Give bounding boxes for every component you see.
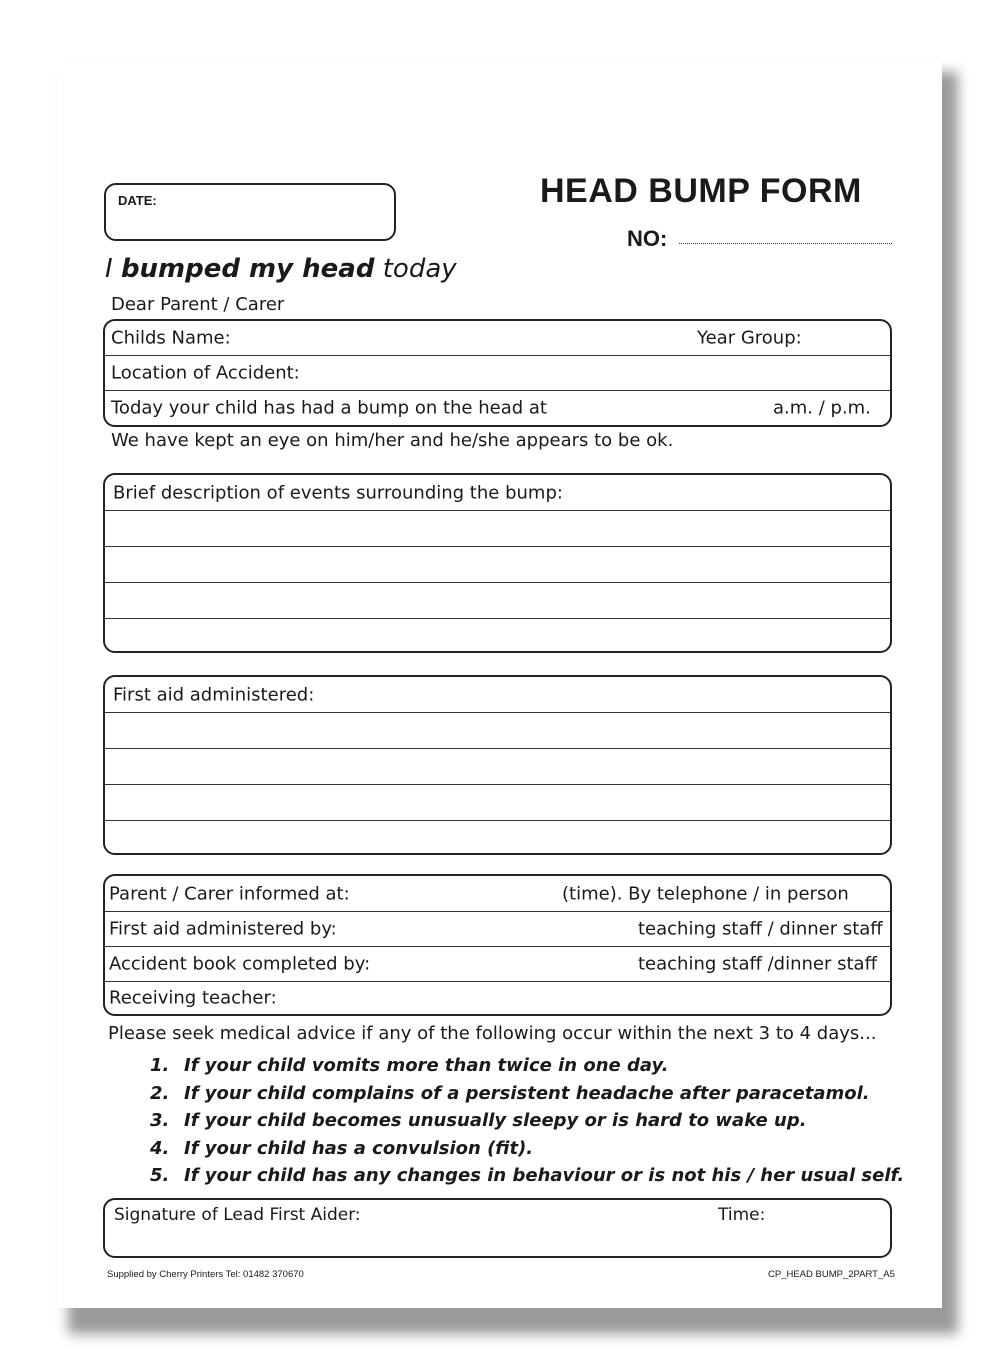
list-item-number: 3. xyxy=(150,1110,170,1131)
time-label: Time: xyxy=(718,1205,766,1225)
location-row[interactable] xyxy=(105,356,890,391)
description-label: Brief description of events surrounding the bump: xyxy=(113,482,563,503)
list-item-text: If your child vomits more than twice in one day. xyxy=(184,1055,669,1076)
year-group-label: Year Group: xyxy=(697,327,802,349)
first-aid-line[interactable] xyxy=(105,785,890,821)
list-item-text: If your child becomes unusually sleepy or is hard to wake up. xyxy=(184,1110,807,1131)
description-line[interactable] xyxy=(105,619,890,651)
footer-code: CP_HEAD BUMP_2PART_A5 xyxy=(768,1269,895,1280)
date-field[interactable] xyxy=(104,183,396,241)
bump-time-label: Today your child has had a bump on the head at xyxy=(111,397,547,419)
tagline-bold: bumped my head xyxy=(120,254,375,284)
first-aid-line[interactable] xyxy=(105,821,890,853)
list-item-number: 2. xyxy=(150,1082,170,1104)
first-aid-by-staff: teaching staff / dinner staff xyxy=(638,918,883,940)
form-title: HEAD BUMP FORM xyxy=(540,172,862,210)
childs-name-label: Childs Name: xyxy=(111,327,231,349)
ampm-label: a.m. / p.m. xyxy=(773,397,871,419)
form-number-label: NO: xyxy=(627,226,668,251)
advice-intro: Please seek medical advice if any of the following occur within the next 3 to 4 days... xyxy=(108,1023,877,1044)
description-line[interactable] xyxy=(105,511,890,547)
description-line[interactable] xyxy=(105,583,890,619)
date-label: DATE: xyxy=(118,193,157,208)
footer-supplier: Supplied by Cherry Printers Tel: 01482 370670 xyxy=(107,1269,304,1280)
bump-time-row[interactable] xyxy=(105,391,890,425)
greeting: Dear Parent / Carer xyxy=(111,294,285,315)
signature-box[interactable] xyxy=(103,1198,892,1258)
first-aid-line[interactable] xyxy=(105,749,890,785)
description-header xyxy=(105,475,890,511)
accident-book-label: Accident book completed by: xyxy=(109,953,371,975)
details-box xyxy=(103,319,892,427)
accident-book-row[interactable] xyxy=(105,947,890,982)
first-aid-label: First aid administered: xyxy=(113,684,315,705)
reassurance-text: We have kept an eye on him/her and he/she appears to be ok. xyxy=(111,430,674,451)
list-item-number: 1. xyxy=(150,1055,170,1076)
receiving-teacher-row[interactable] xyxy=(105,982,890,1014)
first-aid-header xyxy=(105,677,890,713)
description-line[interactable] xyxy=(105,547,890,583)
tagline-part3: today xyxy=(374,254,457,284)
list-item-text: If your child complains of a persistent headache after paracetamol. xyxy=(184,1082,870,1104)
accident-book-staff: teaching staff /dinner staff xyxy=(638,953,877,975)
list-item-text: If your child has any changes in behaviour or is not his / her usual self. xyxy=(184,1165,905,1186)
first-aid-line[interactable] xyxy=(105,713,890,749)
first-aid-by-label: First aid administered by: xyxy=(109,918,337,940)
signature-label: Signature of Lead First Aider: xyxy=(114,1205,361,1225)
parent-informed-row[interactable] xyxy=(105,876,890,912)
description-box xyxy=(103,473,892,653)
form-number-field[interactable] xyxy=(679,243,892,244)
tagline xyxy=(105,254,457,284)
location-label: Location of Accident: xyxy=(111,362,300,384)
info-box xyxy=(103,874,892,1016)
parent-informed-label: Parent / Carer informed at: xyxy=(109,883,350,904)
parent-informed-method: (time). By telephone / in person xyxy=(562,883,849,904)
list-item-number: 5. xyxy=(150,1165,170,1186)
first-aid-box xyxy=(103,675,892,855)
list-item-number: 4. xyxy=(150,1137,170,1159)
tagline-part1: I xyxy=(105,254,121,284)
childs-name-row[interactable] xyxy=(105,321,890,356)
first-aid-by-row[interactable] xyxy=(105,912,890,947)
receiving-teacher-label: Receiving teacher: xyxy=(109,987,277,1009)
list-item-text: If your child has a convulsion (fit). xyxy=(184,1137,534,1159)
